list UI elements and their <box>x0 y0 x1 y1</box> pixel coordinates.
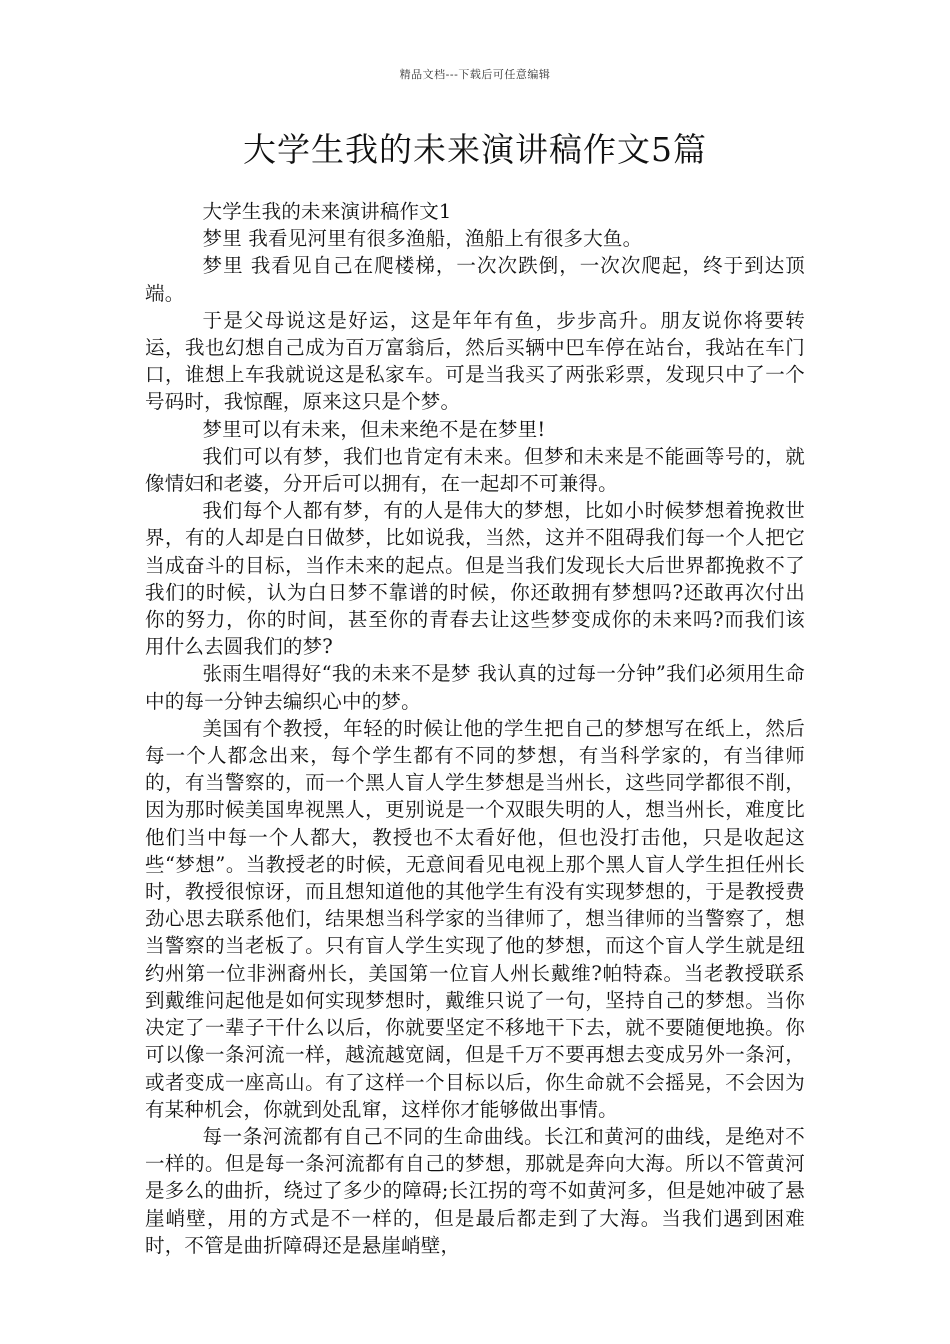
document-title: 大学生我的未来演讲稿作文5篇 <box>243 130 707 169</box>
document-body <box>145 198 805 1259</box>
body-paragraph: 梦里 我看见河里有很多渔船，渔船上有很多大鱼。 <box>202 227 643 251</box>
body-paragraph: 梦里 我看见自己在爬楼梯，一次次跌倒，一次次爬起，终于到达顶端。 <box>145 254 805 305</box>
body-paragraph: 每一条河流都有自己不同的生命曲线。长江和黄河的曲线，是绝对不一样的。但是每一条河流都有自己的梦想，那就是奔向大海。所以不管黄河是多么的曲折，绕过了多少的障碍;长江拐的弯不如黄河多，但是她冲破了悬崖峭壁，用的方式是不一样的，但是最后都走到了大海。当我们遇到困难时，不管是曲折障碍还是悬崖峭壁， <box>145 1124 805 1257</box>
body-paragraph: 美国有个教授，年轻的时候让他的学生把自己的梦想写在纸上，然后每一个人都念出来，每个学生都有不同的梦想，有当科学家的，有当律师的，有当警察的，而一个黑人盲人学生梦想是当州长，这些同学都很不削，因为那时候美国卑视黑人，更别说是一个双眼失明的人，想当州长，难度比他们当中每一个人都大，教授也不太看好他，但也没打击他，只是收起这些“梦想”。当教授老的时候，无意间看见电视上那个黑人盲人学生担任州长时，教授很惊讶，而且想知道他的其他学生有没有实现梦想的，于是教授费劲心思去联系他们，结果想当科学家的当律师了，想当律师的当警察了，想当警察的当老板了。只有盲人学生实现了他的梦想，而这个盲人学生就是纽约州第一位非洲裔州长，美国第一位盲人州长戴维?帕特森。当老教授联系到戴维问起他是如何实现梦想时，戴维只说了一句，坚持自己的梦想。当你决定了一辈子干什么以后，你就要坚定不移地干下去，就不要随便地换。你可以像一条河流一样，越流越宽阔，但是千万不要再想去变成另外一条河，或者变成一座高山。有了这样一个目标以后，你生命就不会摇晃，不会因为有某种机会，你就到处乱窜，这样你才能够做出事情。 <box>145 716 805 1121</box>
body-paragraph: 于是父母说这是好运，这是年年有鱼，步步高升。朋友说你将要转运，我也幻想自己成为百万富翁后，然后买辆中巴车停在站台，我站在车门口，谁想上车我就说这是私家车。可是当我买了两张彩票，发现只中了一个号码时，我惊醒，原来这只是个梦。 <box>145 308 805 414</box>
body-paragraph: 梦里可以有未来，但未来绝不是在梦里! <box>202 417 546 441</box>
subtitle-paragraph: 大学生我的未来演讲稿作文1 <box>202 200 452 223</box>
header-note: 精品文档---下载后可任意编辑 <box>399 68 551 81</box>
body-paragraph: 张雨生唱得好“我的未来不是梦 我认真的过每一分钟”我们必须用生命中的每一分钟去编织心中的梦。 <box>145 662 805 713</box>
body-paragraph: 我们可以有梦，我们也肯定有未来。但梦和未来是不能画等号的，就像情妇和老婆，分开后可以拥有，在一起却不可兼得。 <box>145 444 805 496</box>
body-paragraph: 我们每个人都有梦，有的人是伟大的梦想，比如小时候梦想着挽救世界，有的人却是白日做梦，比如说我，当然，这并不阻碍我们每一个人把它当成奋斗的目标，当作未来的起点。但是当我们发现长大后世界都挽救不了我们的时候，认为白日梦不靠谱的时候，你还敢拥有梦想吗?还敢再次付出你的努力，你的时间，甚至你的青春去让这些梦变成你的未来吗?而我们该用什么去圆我们的梦? <box>145 499 805 659</box>
